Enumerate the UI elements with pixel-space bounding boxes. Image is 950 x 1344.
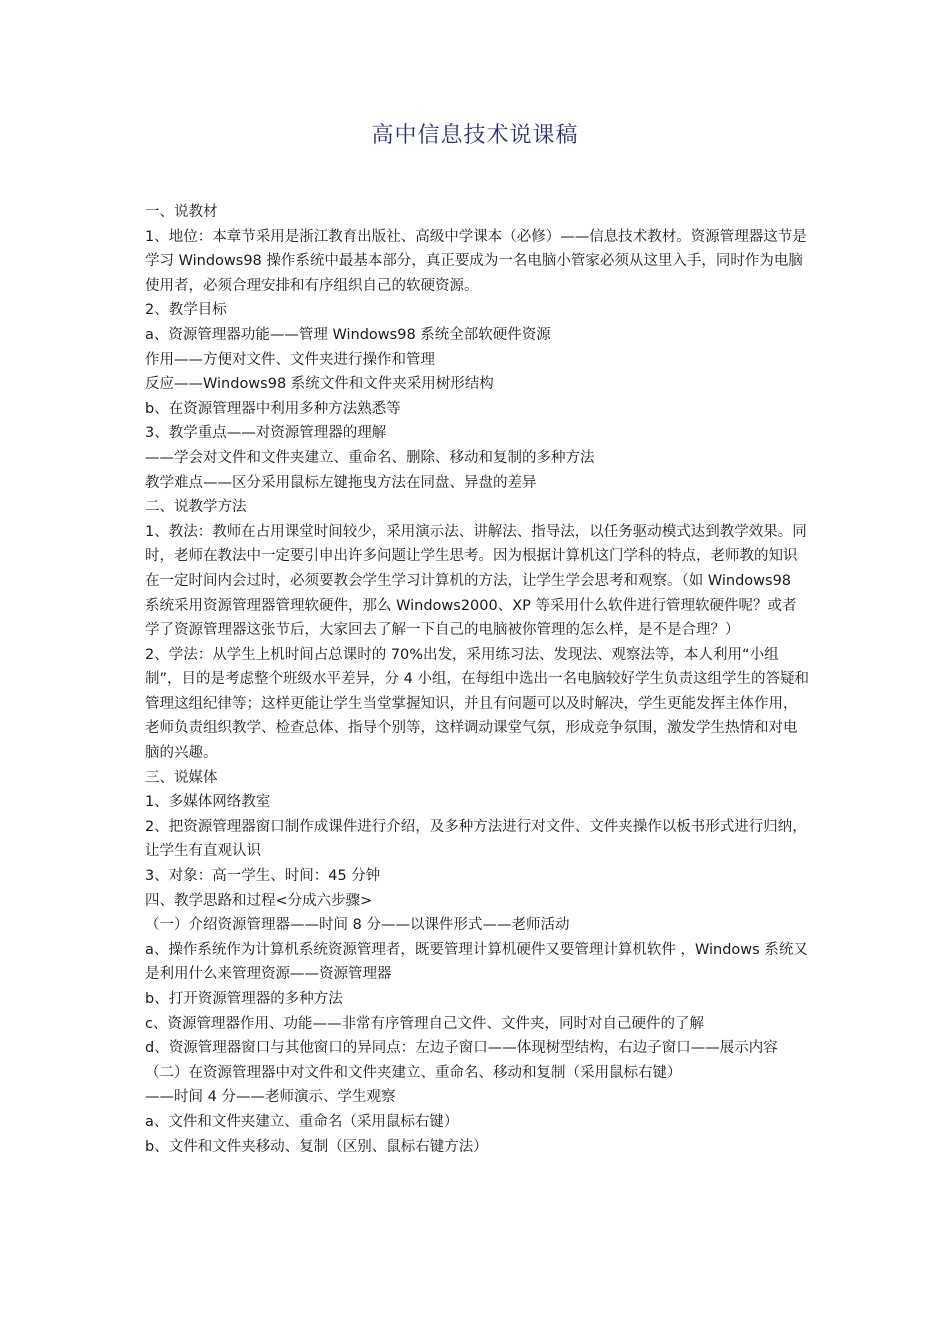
paragraph: 2、把资源管理器窗口制作成课件进行介绍，及多种方法进行对文件、文件夹操作以板书形式进行归纳，让学生有直观认识 [145, 818, 807, 860]
paragraph: b、打开资源管理器的多种方法 [145, 991, 343, 1007]
section-heading: 三、说媒体 [145, 769, 218, 786]
section-heading: 二、说教学方法 [145, 499, 247, 516]
document-body [145, 200, 810, 1159]
paragraph: 1、教法：教师在占用课堂时间较少，采用演示法、讲解法、指导法，以任务驱动模式达到教学效果。同时，老师在教法中一定要引申出许多问题让学生思考。因为根据计算机这门学科的特点，老师教的知识在一定时间内会过时，必须要教会学生学习计算机的方法，让学生学会思考和观察。（如 Windows98 系统采用资源管理器管理软硬件，那么 Windows2000、XP 等采用什么软件进行管理软硬件呢？或者学了资源管理器这张节后，大家回去了解一下自己的电脑被你管理的怎么样，是不是合理？） [145, 523, 807, 639]
paragraph: d、资源管理器窗口与其他窗口的异同点：左边子窗口——体现树型结构，右边子窗口——展示内容 [145, 1040, 778, 1057]
paragraph: 1、地位：本章节采用是浙江教育出版社、高级中学课本（必修）——信息技术教材。资源管理器这节是学习 Windows98 操作系统中最基本部分，真正要成为一名电脑小管家必须从这里入手，同时作为电脑使用者，必须合理安排和有序组织自己的软硬资源。 [145, 228, 807, 294]
paragraph: （二）在资源管理器中对文件和文件夹建立、重命名、移动和复制（采用鼠标右键） [145, 1064, 682, 1081]
paragraph: c、资源管理器作用、功能——非常有序管理自己文件、文件夹，同时对自己硬件的了解 [145, 1015, 704, 1032]
paragraph: 2、学法：从学生上机时间占总课时的 70%出发，采用练习法、发现法、观察法等，本人利用“小组制”，目的是考虑整个班级水平差异，分 4 小组，在每组中选出一名电脑较好学生负责这组学生的答疑和管理这组纪律等；这样更能让学生当堂掌握知识，并且有问题可以及时解决，学生更能发挥主体作用，老师负责组织教学、检查总体、指导个别等，这样调动课堂气氛，形成竞争氛围，激发学生热情和对电脑的兴趣。 [145, 646, 809, 762]
section-heading: 四、教学思路和过程<分成六步骤> [145, 892, 373, 909]
paragraph: 2、教学目标 [145, 302, 227, 319]
paragraph: ——时间 4 分——老师演示、学生观察 [145, 1089, 396, 1106]
paragraph: b、文件和文件夹移动、复制（区别、鼠标右键方法） [145, 1138, 488, 1155]
paragraph: 3、教学重点——对资源管理器的理解 [145, 425, 387, 442]
paragraph: 3、对象：高一学生、时间：45 分钟 [145, 868, 381, 885]
document-title: 高中信息技术说课稿 [371, 123, 579, 148]
paragraph: （一）介绍资源管理器——时间 8 分——以课件形式——老师活动 [145, 917, 570, 934]
paragraph: 作用——方便对文件、文件夹进行操作和管理 [145, 351, 435, 368]
paragraph: 1、多媒体网络教室 [145, 794, 271, 811]
section-heading: 一、说教材 [145, 204, 218, 220]
paragraph: a、资源管理器功能——管理 Windows98 系统全部软硬件资源 [145, 326, 551, 343]
paragraph: 反应——Windows98 系统文件和文件夹采用树形结构 [145, 376, 494, 393]
paragraph: ——学会对文件和文件夹建立、重命名、删除、移动和复制的多种方法 [145, 449, 595, 466]
paragraph: b、在资源管理器中利用多种方法熟悉等 [145, 400, 401, 417]
paragraph: a、文件和文件夹建立、重命名（采用鼠标右键） [145, 1113, 459, 1130]
paragraph: a、操作系统作为计算机系统资源管理者，既要管理计算机硬件又要管理计算机软件 ，Windows 系统又是利用什么来管理资源——资源管理器 [145, 941, 808, 983]
paragraph: 教学难点——区分采用鼠标左键拖曳方法在同盘、异盘的差异 [145, 474, 537, 491]
